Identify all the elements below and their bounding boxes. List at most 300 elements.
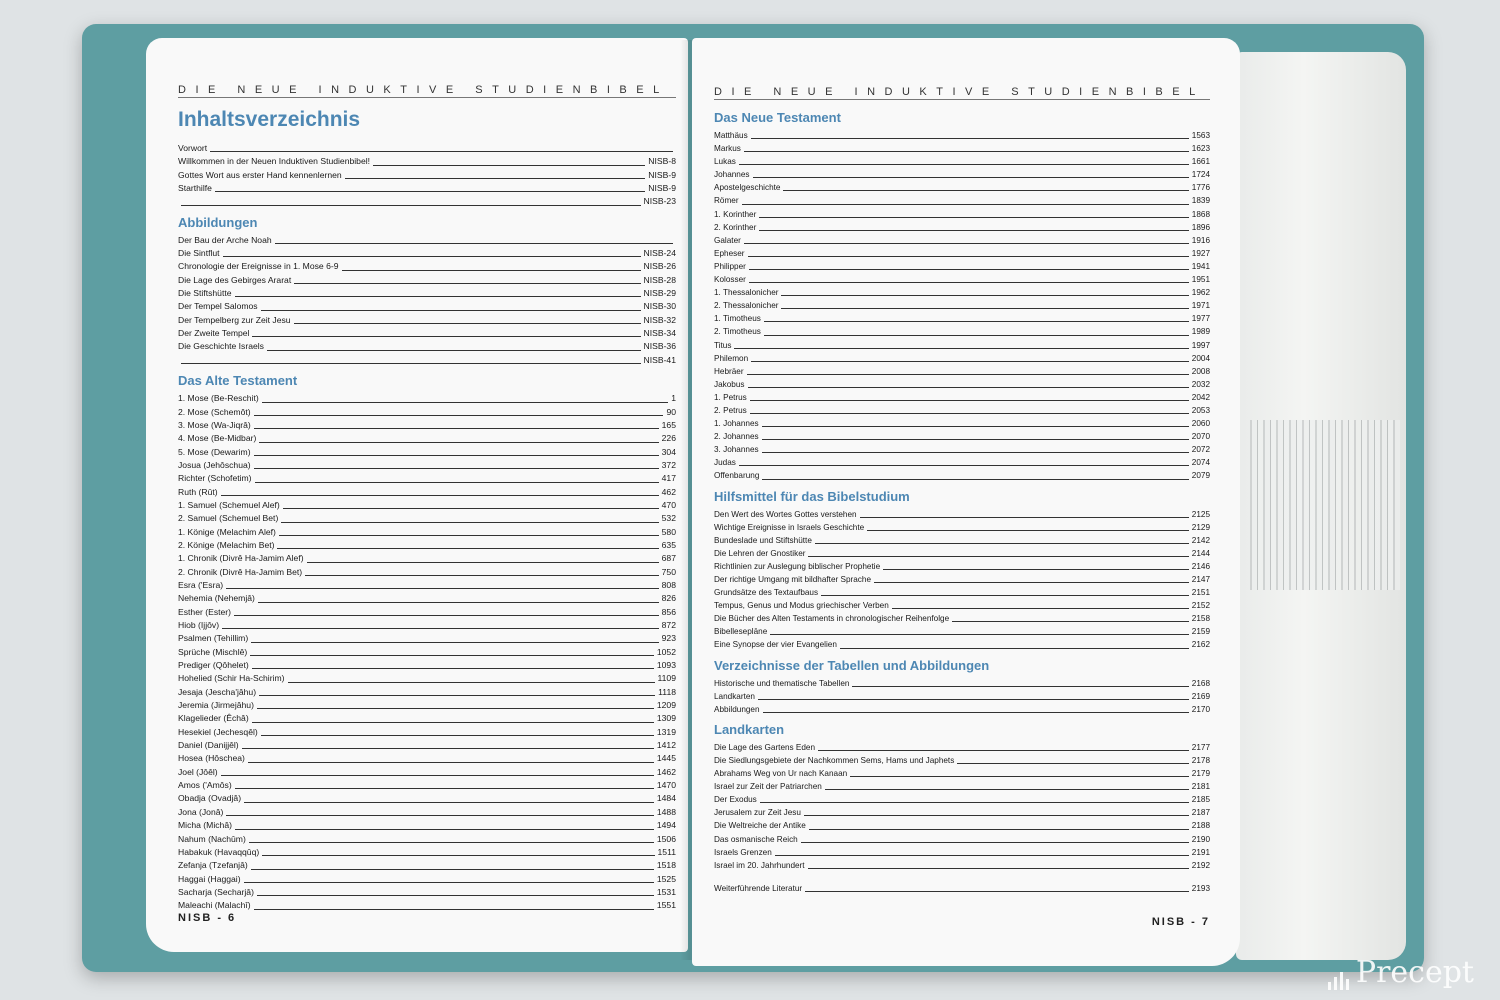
entry-title: 2. Timotheus [714,327,761,337]
precept-watermark [1328,955,1474,990]
leader-line [742,204,1189,205]
toc-entry [714,612,1210,625]
entry-page: 2053 [1191,405,1210,415]
leader-line [874,582,1189,583]
entry-title: 4. Mose (Be-Midbar) [178,433,257,444]
entry-title: Amos ('Amôs) [178,780,232,791]
entry-title: Jeremia (Jirmejâhu) [178,700,254,711]
entry-title: Sacharja (Secharjâ) [178,886,254,897]
toc-entry [714,194,1210,207]
toc-entry [178,142,676,155]
entry-title: Offenbarung [714,471,760,481]
entry-title: Chronologie der Ereignisse in 1. Mose 6-9 [178,261,339,272]
leader-line [883,569,1189,570]
entry-title: Starthilfe [178,183,212,194]
entry-page: 1927 [1191,248,1210,258]
toc-entry [178,419,676,432]
hilfsmittel-heading: Hilfsmittel für das Bibelstudium [714,488,910,504]
toc-entry [714,312,1210,325]
entry-title: Den Wert des Wortes Gottes verstehen [714,509,857,519]
entry-page: 1445 [656,753,676,764]
entry-page: 1484 [656,793,676,804]
entry-title: 3. Mose (Wa-Jiqrâ) [178,419,251,430]
hilfsmittel-list [714,508,1210,652]
leader-line [283,508,659,509]
entry-page: 2079 [1191,471,1210,481]
entry-page: 417 [661,473,676,484]
entry-page: 2187 [1191,808,1210,818]
leader-line [249,842,654,843]
leader-line [825,789,1189,790]
toc-entry [178,459,676,472]
entry-page: 1109 [657,673,676,684]
entry-page: 1951 [1191,275,1210,285]
entry-title: Bibelleseplāne [714,627,768,637]
entry-title: Ruth (Rût) [178,486,218,497]
entry-title: Israel zur Zeit der Patriarchen [714,782,822,792]
toc-entry [714,586,1210,599]
entry-page: 1776 [1191,183,1210,193]
toc-entry [714,260,1210,273]
toc-entry [178,646,676,659]
entry-page: 165 [661,419,676,430]
toc-entry [178,340,676,353]
right-page [692,38,1240,966]
entry-title: Epheser [714,248,745,258]
toc-entry [178,327,676,340]
leader-line [244,882,654,883]
entry-title: 3. Johannes [714,445,759,455]
leader-line [242,748,654,749]
literatur-entry [714,882,1210,895]
entry-page: 687 [661,553,676,564]
leader-line [801,842,1189,843]
entry-title: Markus [714,144,741,154]
entry-title: 2. Samuel (Schemuel Bet) [178,513,279,524]
toc-entry [178,659,676,672]
folio-right: NISB - 7 [1151,916,1210,928]
leader-line [808,556,1188,557]
left-page [146,38,688,952]
entry-title: Apostelgeschichte [714,183,781,193]
toc-entry [178,499,676,512]
entry-page: 1518 [656,860,676,871]
toc-entry [714,846,1210,859]
toc-entry [178,779,676,792]
toc-entry [714,168,1210,181]
altes-testament-heading: Das Alte Testament [178,373,298,389]
leader-line [892,608,1189,609]
entry-page: 1916 [1191,235,1210,245]
entry-title: 1. Johannes [714,419,759,429]
entry-title: Kolosser [714,275,746,285]
entry-page: 1551 [656,900,676,911]
toc-entry [714,443,1210,456]
leader-line [762,479,1188,480]
leader-line [753,177,1189,178]
entry-title: Haggai (Haggai) [178,873,241,884]
toc-entry [714,155,1210,168]
entry-page: 1896 [1191,222,1210,232]
entry-page: NISB-34 [643,328,676,339]
entry-title: Der Tempel Salomos [178,301,258,312]
toc-entry [714,806,1210,819]
leader-line [251,869,654,870]
front-matter-list [178,142,676,209]
entry-page: 1977 [1191,314,1210,324]
entry-page: 2192 [1191,860,1210,870]
toc-entry [178,886,676,899]
entry-title: Der Exodus [714,795,757,805]
entry-title: Landkarten [714,691,755,701]
leader-line [305,575,659,576]
toc-entry [714,508,1210,521]
entry-title: 2. Chronik (Divrê Ha-Jamim Bet) [178,566,303,577]
entry-title: 1. Petrus [714,392,747,402]
entry-page: 1052 [656,646,676,657]
toc-entry [178,354,676,367]
leader-line [294,283,640,284]
entry-page: 2179 [1191,769,1210,779]
leader-line [257,708,654,709]
toc-entry [714,547,1210,560]
leader-line [751,361,1189,362]
toc-entry [178,752,676,765]
leader-line [739,465,1189,466]
entry-title: Daniel (Danijjêl) [178,740,239,751]
leader-line [764,335,1189,336]
entry-page: NISB-32 [643,314,676,325]
toc-entry [714,352,1210,365]
entry-page: 2074 [1191,458,1210,468]
entry-title: Abbildungen [714,704,760,714]
running-head-right: DIE NEUE INDUKTIVE STUDIENBIBEL [714,86,1210,100]
toc-entry [178,432,676,445]
leader-line [210,151,673,152]
entry-title: Die Geschichte Israels [178,341,264,352]
entry-title: Esther (Ester) [178,606,232,617]
leader-line [248,762,654,763]
leader-line [288,682,655,683]
entry-title: Josua (Jehôschua) [178,459,251,470]
entry-page: 1494 [656,820,676,831]
toc-entry [714,859,1210,872]
entry-page: NISB-9 [648,169,676,180]
toc-entry [714,365,1210,378]
entry-title: Die Lage des Gebirges Ararat [178,274,292,285]
leader-line [254,468,659,469]
entry-page: 1511 [657,846,676,857]
entry-title: Vorwort [178,143,208,153]
entry-page: 826 [661,593,676,604]
entry-title: Esra ('Esra) [178,579,224,590]
leader-line [762,439,1189,440]
entry-page: 90 [666,406,676,417]
toc-entry [178,247,676,260]
entry-page: 1506 [656,833,676,844]
toc-entry [178,686,676,699]
toc-entry [178,526,676,539]
toc-entry [714,780,1210,793]
entry-page: 1661 [1191,157,1210,167]
leader-line [261,735,654,736]
entry-page: 2142 [1191,535,1210,545]
entry-page: 1412 [656,740,676,751]
entry-title: Philipper [714,261,746,271]
toc-entry [178,579,676,592]
toc-entry [714,325,1210,338]
entry-page: 2146 [1191,561,1210,571]
entry-title: Das osmanische Reich [714,834,798,844]
entry-title: Weiterführende Literatur [714,883,803,893]
entry-page: NISB-26 [643,261,676,272]
running-head-left: DIE NEUE INDUKTIVE STUDIENBIBEL [178,84,676,98]
toc-entry [714,208,1210,221]
toc-entry [178,859,676,872]
entry-page: 304 [661,446,676,457]
leader-line [734,348,1188,349]
entry-title: Tempus, Genus und Modus griechischer Verben [714,601,889,611]
entry-page: 2008 [1191,366,1210,376]
leader-line [181,363,641,364]
toc-entry [178,819,676,832]
toc-entry [714,234,1210,247]
entry-page: 1839 [1191,196,1210,206]
entry-title: 1. Timotheus [714,314,761,324]
leader-line [235,296,641,297]
entry-title: Der richtige Umgang mit bildhafter Sprache [714,575,871,584]
entry-page: 2151 [1191,588,1210,598]
entry-page: NISB-36 [643,341,676,352]
leader-line [818,750,1189,751]
leader-line [751,138,1189,139]
toc-entry [178,726,676,739]
entry-title: Jona (Jonâ) [178,806,224,817]
entry-page: 2188 [1191,821,1210,831]
entry-page: 1962 [1191,288,1210,298]
folio-left: NISB - 6 [178,912,237,924]
toc-entry [178,592,676,605]
leader-line [226,815,653,816]
toc-entry [178,619,676,632]
leader-line [251,642,658,643]
toc-entry [178,806,676,819]
leader-line [234,615,659,616]
entry-title: Die Sintflut [178,248,220,259]
toc-entry [178,739,676,752]
toc-entry [178,766,676,779]
entry-page: NISB-30 [643,301,676,312]
entry-page: 580 [661,526,676,537]
toc-entry [178,287,676,300]
entry-title: Hohelied (Schir Ha-Schirim) [178,673,285,684]
toc-entry [178,260,676,273]
leader-line [279,535,659,536]
toc-entry [178,846,676,859]
leader-line [267,350,641,351]
leader-line [373,165,645,166]
toc-entry [714,286,1210,299]
toc-entry [714,819,1210,832]
leader-line [840,648,1189,649]
leader-line [821,595,1189,596]
toc-entry [178,833,676,846]
entry-title: 2. Thessalonicher [714,301,779,311]
entry-page: 470 [661,499,676,510]
leader-line [254,428,659,429]
entry-page: 1488 [656,806,676,817]
leader-line [867,530,1189,531]
entry-title: 1. Könige (Melachim Alef) [178,526,276,537]
entry-title: Bundeslade und Stiftshütte [714,535,812,545]
entry-page: 808 [661,579,676,590]
toc-entry [714,703,1210,716]
toc-entry [178,314,676,327]
entry-title: 1. Chronik (Divrê Ha-Jamim Alef) [178,553,304,564]
leader-line [255,482,659,483]
entry-page: 872 [661,620,676,630]
leader-line [781,295,1188,296]
toc-entry [178,512,676,525]
precept-logo-icon [1328,972,1350,990]
toc-entry [714,521,1210,534]
entry-title: Hiob (Ijjôv) [178,620,220,630]
leader-line [759,230,1188,231]
entry-page: 2193 [1191,883,1210,893]
entry-title: Wichtige Ereignisse in Israels Geschichte [714,522,865,532]
toc-entry [178,392,676,405]
toc-entry [178,274,676,287]
toc-entry [714,638,1210,651]
entry-page: 2181 [1191,782,1210,792]
entry-page: NISB-9 [648,183,676,194]
leader-line [749,282,1189,283]
leader-line [750,400,1189,401]
entry-page: 1319 [656,726,676,737]
entry-title: Die Lehren der Gnostiker [714,548,806,558]
leader-line [763,712,1189,713]
landkarten-list [714,741,1210,872]
altes-testament-list [178,392,676,912]
entry-page: 1 [671,393,676,404]
entry-title: Jesaja (Jescha'jâhu) [178,686,257,697]
toc-entry [714,573,1210,586]
entry-title: Jerusalem zur Zeit Jesu [714,808,801,818]
entry-page: 2072 [1191,445,1210,455]
entry-page: 1724 [1191,170,1210,180]
verzeichnisse-list [714,677,1210,716]
leader-line [805,891,1189,892]
entry-title: Die Weltreiche der Antike [714,821,806,831]
toc-entry [714,767,1210,780]
entry-page: 2125 [1191,509,1210,519]
neues-testament-list [714,129,1210,483]
leader-line [760,802,1189,803]
entry-page: 1868 [1191,209,1210,219]
entry-title: Die Stiftshütte [178,288,232,299]
toc-entry [714,754,1210,767]
entry-title: Nahum (Nachûm) [178,833,246,844]
entry-page: NISB-28 [643,274,676,285]
entry-page: NISB-24 [643,248,676,259]
entry-page: 1941 [1191,261,1210,271]
entry-page: 1118 [658,686,676,697]
entry-title: Eine Synopse der vier Evangelien [714,640,837,650]
entry-title: Römer [714,196,739,206]
entry-page: 2190 [1191,834,1210,844]
leader-line [222,628,659,629]
leader-line [252,668,654,669]
entry-page: 750 [661,566,676,577]
leader-line [744,151,1189,152]
toc-entry [178,169,676,182]
toc-entry [714,469,1210,482]
entry-page: 2170 [1191,704,1210,714]
entry-title: Nehemia (Nehemjâ) [178,593,255,604]
entry-title: Israel im 20. Jahrhundert [714,860,805,870]
entry-page: 2070 [1191,432,1210,442]
entry-title: Der Bau der Arche Noah [178,234,272,245]
entry-title: Die Lage des Gartens Eden [714,742,816,752]
leader-line [781,308,1188,309]
entry-title: Jakobus [714,379,745,389]
leader-line [262,402,669,403]
toc-entry [714,181,1210,194]
verzeichnisse-heading: Verzeichnisse der Tabellen und Abbildungen [714,657,990,673]
toc-entry [178,873,676,886]
toc-entry [178,486,676,499]
leader-line [345,178,646,179]
leader-line [744,243,1189,244]
abbildungen-list [178,234,676,367]
leader-line [275,243,673,244]
leader-line [762,426,1189,427]
leader-line [307,562,659,563]
watermark-text: Precept [1355,955,1474,990]
leader-line [181,205,641,206]
entry-page: 2169 [1191,691,1210,701]
leader-line [261,310,641,311]
leader-line [342,270,641,271]
toc-entry [178,632,676,645]
entry-title: Titus [714,340,732,350]
entry-page: NISB-23 [643,196,676,207]
entry-page: 2191 [1191,847,1210,857]
entry-title: 1. Korinther [714,209,757,219]
toc-entry [178,472,676,485]
entry-page: 1462 [656,766,676,777]
entry-title: Micha (Michâ) [178,820,232,831]
toc-entry [178,899,676,912]
entry-title: Matthäus [714,131,748,140]
entry-title: Klagelieder (Êchâ) [178,713,249,724]
entry-title: Habakuk (Havaqqûq) [178,846,260,857]
entry-page: 1093 [656,660,676,671]
toc-entry [714,599,1210,612]
leader-line [739,164,1189,165]
leader-line [775,855,1189,856]
entry-title: Philemon [714,353,749,363]
leader-line [257,895,654,896]
entry-page: 2152 [1191,601,1210,611]
entry-page: 1563 [1191,131,1210,140]
leader-line [747,374,1189,375]
entry-page: 1309 [656,713,676,724]
toc-entry [714,456,1210,469]
leader-line [294,323,641,324]
entry-title: 5. Mose (Dewarim) [178,446,251,457]
thumb-index-tabs [1250,420,1400,590]
